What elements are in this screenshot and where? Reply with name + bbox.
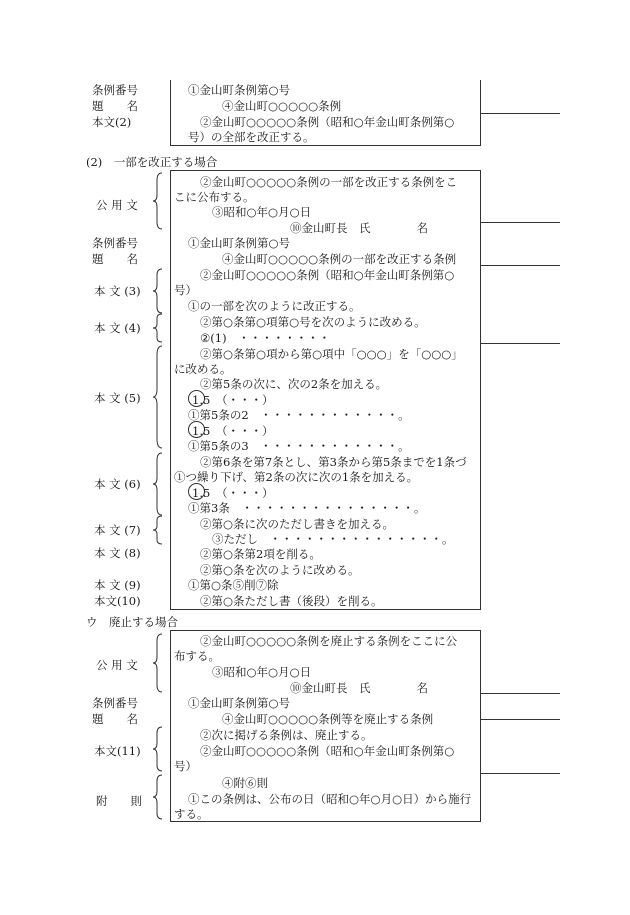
label-ordinance-number: 条例番号 (92, 696, 138, 710)
brace-body-7 (152, 515, 164, 545)
brace-fusoku (152, 774, 164, 820)
label-title: 題 名 (92, 712, 138, 726)
line-body-2: 号）の全部を改正する。 (188, 130, 315, 144)
b8-line-1: ②第○条第2項を削る。 (200, 547, 321, 561)
margin-line (480, 222, 560, 223)
koyo-line-3: ③昭和○年○月○日 (212, 665, 312, 679)
brace-body-11 (152, 726, 164, 772)
koyo-line-1: ②金山町○○○○○条例の一部を改正する条例をこ (200, 175, 458, 189)
margin-line (480, 343, 560, 344)
b9-line-1: ①第○条⑤削⑦除 (188, 578, 279, 592)
label-koyobun: 公 用 文 (96, 198, 138, 212)
line-body-1: ②金山町○○○○○条例（昭和○年金山町条例第○ (200, 115, 455, 129)
margin-line (480, 773, 560, 774)
b5-line-3: ②第5条の次に、次の2条を加える。 (200, 377, 388, 391)
b6-line-3: 1.5 （・・・） (192, 486, 274, 500)
line-number: ①金山町条例第○号 (188, 696, 291, 710)
koyo-line-2: こに公布する。 (174, 190, 255, 204)
margin-line (480, 265, 560, 266)
b4-line-2: ②(1) ・・・・・・・・ (200, 331, 331, 345)
section-heading-repeal: ウ 廃止する場合 (86, 615, 178, 629)
label-body-11: 本文(11) (94, 744, 141, 758)
b5-line-1: ②第○条第○項から第○項中「○○○」を「○○○」 (200, 347, 463, 361)
margin-line (480, 693, 560, 694)
box-bottom-border (170, 145, 481, 146)
b3-line-1: ②金山町○○○○○条例（昭和○年金山町条例第○ (200, 268, 455, 282)
b10-line-1: ②第○条ただし書（後段）を削る。 (200, 594, 383, 608)
b11-line-2: ②金山町○○○○○条例（昭和○年金山町条例第○ (200, 744, 455, 758)
b7-line-1: ②第○条に次のただし書きを加える。 (200, 517, 395, 531)
b5-line-4: 1.5 （・・・） (192, 393, 274, 407)
label-fusoku: 附 則 (96, 794, 142, 808)
label-title: 題 名 (92, 252, 138, 266)
line-number: ①金山町条例第○号 (188, 83, 291, 97)
label-body-10: 本文(10) (94, 594, 141, 608)
brace-body-5 (152, 345, 164, 449)
fusoku-line-3: する。 (174, 807, 209, 821)
label-body-9: 本 文 (9) (94, 578, 141, 592)
brace-koyobun (152, 172, 164, 230)
koyo-line-4: ⑩金山町長 氏 名 (290, 221, 428, 235)
label-title: 題 名 (92, 99, 138, 113)
label-body-8: 本 文 (8) (94, 546, 141, 560)
koyo-line-2: 布する。 (174, 649, 220, 663)
label-body-2: 本文(2) (92, 115, 132, 129)
label-body-5: 本 文 (5) (94, 391, 141, 405)
label-body-3: 本 文 (3) (94, 284, 141, 298)
brace-body-6 (152, 452, 164, 516)
line-number: ①金山町条例第○号 (188, 236, 291, 250)
b5-line-7: ①第5条の3 ・・・・・・・・・・・・。 (188, 439, 410, 453)
b11-line-1: ②次に掲げる条例は、廃止する。 (200, 728, 373, 742)
b5-line-2: に改める。 (174, 362, 232, 376)
brace-body-3 (152, 268, 164, 314)
margin-line (480, 719, 560, 720)
b11-line-3: 号） (174, 759, 197, 773)
fusoku-line-1: ④附⑥則 (222, 776, 268, 790)
label-body-7: 本 文 (7) (94, 523, 141, 537)
label-body-4: 本 文 (4) (94, 321, 141, 335)
b8-line-2: ②第○条を次のように改める。 (200, 563, 360, 577)
section-heading-partial: (2) 一部を改正する場合 (86, 155, 218, 169)
brace-body-4 (152, 313, 164, 343)
b6-line-4: ①第3条 ・・・・・・・・・・・・・・・。 (188, 501, 426, 515)
brace-koyobun (152, 633, 164, 693)
koyo-line-1: ②金山町○○○○○条例を廃止する条例をここに公 (200, 634, 458, 648)
b5-line-6: 1.5 （・・・） (192, 424, 274, 438)
b5-line-5: ①第5条の2 ・・・・・・・・・・・・。 (188, 408, 410, 422)
koyo-line-4: ⑩金山町長 氏 名 (290, 681, 428, 695)
box-left-border (170, 80, 171, 146)
b3-line-2: 号） (174, 283, 197, 297)
b7-line-2: ③ただし ・・・・・・・・・・・・・・・。 (212, 532, 454, 546)
b4-line-1: ②第○条第○項第○号を次のように改める。 (200, 315, 426, 329)
label-ordinance-number: 条例番号 (92, 236, 138, 250)
b6-line-2: ①つ繰り下げ、第2条の次に次の1条を加える。 (174, 470, 419, 484)
label-ordinance-number: 条例番号 (92, 83, 138, 97)
b3-line-3: ①の一部を次のように改正する。 (188, 299, 361, 313)
margin-line (480, 113, 560, 114)
line-title: ④金山町○○○○○条例 (222, 99, 342, 113)
fusoku-line-2: ①この条例は、公布の日（昭和○年○月○日）から施行 (188, 792, 472, 806)
line-title: ④金山町○○○○○条例の一部を改正する条例 (222, 252, 457, 266)
koyo-line-3: ③昭和○年○月○日 (212, 205, 312, 219)
label-koyobun: 公 用 文 (96, 658, 138, 672)
b6-line-1: ②第6条を第7条とし、第3条から第5条までを1条づ (200, 455, 467, 469)
label-body-6: 本 文 (6) (94, 477, 141, 491)
line-title: ④金山町○○○○○条例等を廃止する条例 (222, 712, 434, 726)
